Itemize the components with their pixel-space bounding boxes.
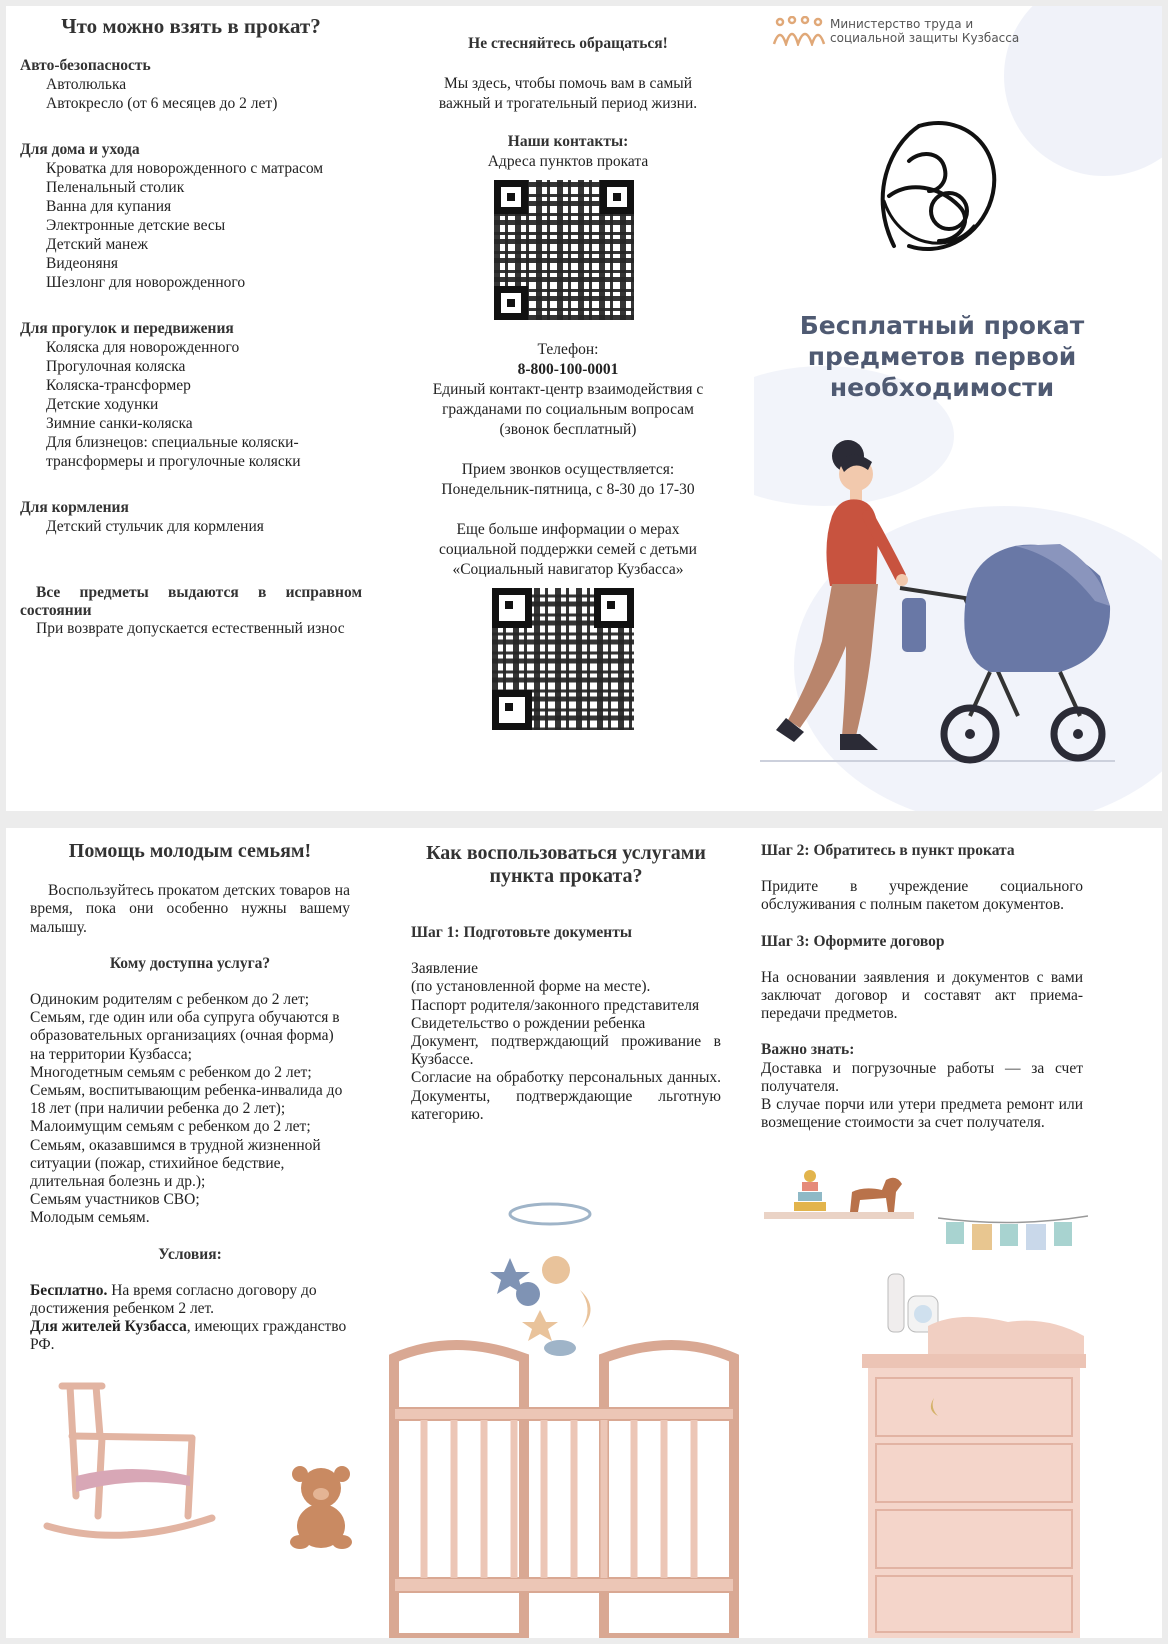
who-title: Кому доступна услуга? — [109, 954, 271, 972]
rental-item: Для близнецов: специальные коляски-трансформеры и прогулочные коляски — [46, 434, 301, 470]
ministry-logo — [772, 16, 1019, 46]
rental-items-column — [20, 14, 362, 638]
rental-group — [20, 57, 362, 113]
brochure-inner-side — [6, 828, 1162, 1638]
more-info-text: Еще больше информации о мерах социальной поддержки семей с детьми «Социальный навигатор Кузбасса» — [439, 521, 697, 578]
rental-item-list — [20, 338, 362, 471]
rocking-chair-icon — [42, 1376, 222, 1556]
hours-value: Понедельник-пятница, с 8-30 до 17-30 — [441, 481, 695, 498]
condition-note-text: При возврате допускается естественный износ — [36, 620, 345, 637]
ministry-logo-icon — [772, 16, 826, 46]
families-intro: Воспользуйтесь прокатом детских товаров на время, пока они особенно нужны вашему малышу. — [30, 882, 350, 936]
contacts-title: Наши контакты: — [507, 133, 629, 150]
mobile-toy-icon — [490, 1198, 610, 1358]
rental-item: Коляска-трансформер — [46, 377, 191, 394]
rental-group-title: Для дома и ухода — [20, 141, 140, 158]
rental-group-title: Авто-безопасность — [20, 57, 151, 74]
important-damage: В случае порчи или утери предмета ремонт или возмещение стоимости за счет получателя. — [761, 1096, 1083, 1132]
eligibility-item: Молодым семьям. — [30, 1209, 150, 1227]
rental-group — [20, 141, 362, 292]
rental-item: Автокресло (от 6 месяцев до 2 лет) — [46, 95, 278, 112]
eligibility-item: Малоимущим семьям с ребенком до 2 лет; — [30, 1118, 311, 1136]
eligibility-item: Многодетным семьям с ребенком до 2 лет; — [30, 1063, 312, 1081]
rental-group — [20, 499, 362, 536]
important-title: Важно знать: — [761, 1041, 855, 1059]
condition-note-title: Все предметы выдаются в исправном состоянии — [20, 584, 362, 619]
rental-item-list — [20, 159, 362, 292]
rental-groups — [20, 57, 362, 536]
rental-item: Шезлонг для новорожденного — [46, 274, 246, 291]
document-item: (по установленной форме на месте). — [411, 978, 651, 996]
condition-residents-bold: Для жителей Кузбасса — [30, 1318, 187, 1336]
step1-title: Шаг 1: Подготовьте документы — [411, 924, 632, 941]
toy-shelf-icon — [764, 1156, 914, 1226]
how-to-column — [411, 842, 721, 1124]
rental-item: Детский стульчик для кормления — [46, 518, 264, 535]
ministry-name-line2: социальной защиты Кузбасса — [830, 31, 1020, 45]
steps-column — [761, 842, 1083, 1132]
eligibility-item: Семьям, воспитывающим ребенка-инвалида до 18 лет (при наличии ребенка до 2 лет); — [30, 1082, 343, 1118]
ministry-name-line1: Министерство труда и — [830, 17, 974, 31]
step2-title: Шаг 2: Обратитесь в пункт проката — [761, 842, 1015, 859]
rental-item: Детские ходунки — [46, 396, 159, 413]
cover-title-line2: предметов первой — [807, 342, 1077, 371]
rental-item: Электронные детские весы — [46, 217, 226, 234]
document-item: Документ, подтверждающий проживание в Кузбассе. — [411, 1033, 721, 1069]
cover-title — [764, 310, 1120, 403]
rental-item: Кроватка для новорожденного с матрасом — [46, 160, 324, 177]
cover-title-line3: необходимости — [829, 373, 1055, 402]
mother-baby-logo-icon — [849, 106, 1009, 266]
woman-stroller-illustration — [760, 416, 1120, 776]
phone-description: Единый контакт-центр взаимодействия с гражданами по социальным вопросам (звонок бесплатный) — [432, 381, 704, 438]
contact-heading: Не стесняйтесь обращаться! — [468, 35, 668, 52]
eligibility-item: Семьям, где один или оба супруга обучаются в образовательных организациях (очная форма) на территории Кузбасса; — [30, 1009, 340, 1063]
eligibility-item: Семьям, оказавшимся в трудной жизненной ситуации (пожар, стихийное бедствие, длительная болезнь и др.); — [30, 1136, 321, 1191]
condition-residents — [30, 1318, 350, 1354]
dresser-icon — [858, 1316, 1090, 1638]
brochure-outer-side — [6, 6, 1162, 811]
rental-item: Видеоняня — [46, 255, 118, 272]
rental-item-list — [20, 75, 362, 113]
eligibility-item: Одиноким родителям с ребенком до 2 лет; — [30, 991, 310, 1009]
rental-item: Ванна для купания — [46, 198, 172, 215]
condition-free — [30, 1282, 350, 1318]
contacts-subtitle: Адреса пунктов проката — [487, 153, 649, 170]
condition-residents-text: , имеющих гражданство РФ. — [30, 1318, 347, 1354]
rental-items-title: Что можно взять в прокат? — [61, 14, 321, 38]
condition-free-bold: Бесплатно. — [30, 1281, 108, 1299]
document-item: Свидетельство о рождении ребенка — [411, 1014, 646, 1032]
crib-icon — [384, 1338, 744, 1638]
qr-code-icon[interactable] — [492, 588, 634, 730]
step1-documents — [411, 960, 721, 1124]
document-item: Согласие на обработку персональных данных. Документы, подтверждающие льготную категорию. — [411, 1069, 721, 1123]
step2-text: Придите в учреждение социального обслуживания с полным пакетом документов. — [761, 878, 1083, 914]
document-item: Паспорт родителя/законного представителя — [411, 996, 700, 1014]
qr-code-icon[interactable] — [494, 180, 634, 320]
condition-free-text: На время согласно договору до достижения ребенком 2 лет. — [30, 1281, 317, 1318]
conditions-title: Условия: — [158, 1245, 222, 1263]
step3-title: Шаг 3: Оформите договор — [761, 932, 945, 950]
eligibility-item: Семьям участников СВО; — [30, 1191, 200, 1209]
rental-item: Автолюлька — [46, 76, 127, 93]
eligibility-list — [30, 991, 350, 1228]
cover-title-line1: Бесплатный прокат — [799, 311, 1085, 340]
contact-intro: Мы здесь, чтобы помочь вам в самый важный и трогательный период жизни. — [438, 75, 698, 112]
phone-number[interactable]: 8-800-100-0001 — [517, 361, 619, 378]
hours-label: Прием звонков осуществляется: — [461, 461, 675, 478]
step3-text: На основании заявления и документов с вами заключат договор и составят акт приема-передачи предметов. — [761, 968, 1083, 1023]
rental-group-title: Для прогулок и передвижения — [20, 320, 234, 337]
teddy-bear-icon — [286, 1460, 356, 1550]
families-column — [30, 842, 350, 1355]
rental-item: Зимние санки-коляска — [46, 415, 193, 432]
clothesline-icon — [938, 1212, 1088, 1262]
phone-label: Телефон: — [537, 341, 599, 358]
families-title: Помощь молодым семьям! — [68, 840, 312, 862]
condition-note — [20, 584, 362, 638]
document-item: Заявление — [411, 960, 478, 978]
rental-item: Прогулочная коляска — [46, 358, 186, 375]
rental-item: Пеленальный столик — [46, 179, 185, 196]
rental-item: Коляска для новорожденного — [46, 339, 240, 356]
rental-item: Детский манеж — [46, 236, 148, 253]
rental-group-title: Для кормления — [20, 499, 129, 516]
cover-column — [754, 6, 1162, 811]
rental-group — [20, 320, 362, 471]
rental-item-list — [20, 517, 362, 536]
how-to-title: Как воспользоваться услугами пункта проката? — [426, 842, 706, 887]
important-delivery: Доставка и погрузочные работы — за счет получателя. — [761, 1059, 1083, 1095]
